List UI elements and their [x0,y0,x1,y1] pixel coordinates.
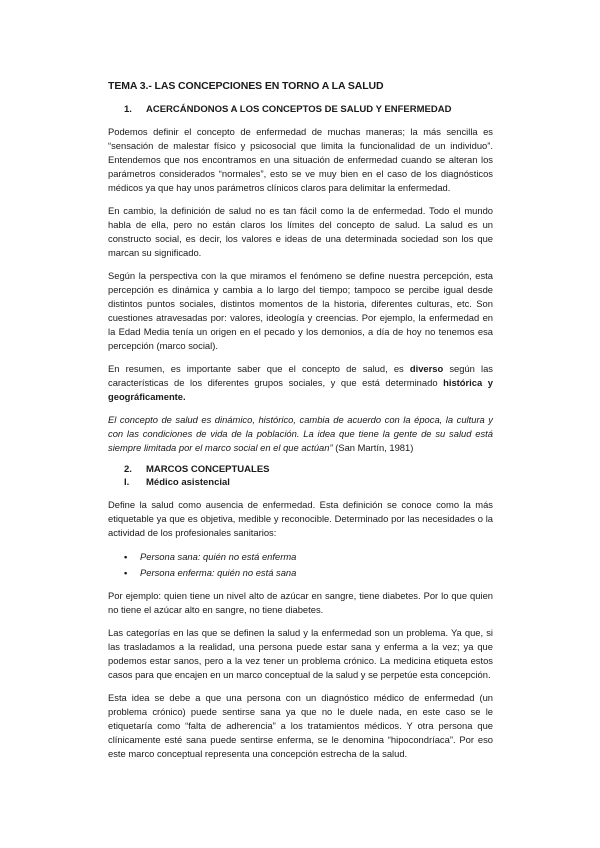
paragraph-definicion: Define la salud como ausencia de enfermedad. Esta definición se conoce como la más etiquetable ya que es objetiva, medible y reconocible. Determinado por las necesidades o la actividad de los profesionales sanitarios: [108,499,493,538]
quote-source: (San Martín, 1981) [332,442,414,453]
bold-run: histórica y geográficamente [108,377,493,402]
text-run: En resumen, es importante saber que el concepto de salud, es [108,363,410,374]
paragraph-enfermedad: Podemos definir el concepto de enfermedad de muchas maneras; la más sencilla es “sensación de malestar físico y psicosocial que limita la funcionalidad de un individuo”. Entendemos que nos encontramos en una situación de enfermedad cuando se alteran los parámetros considerados “normales”, esto se ve muy bien en el caso de los diagnósticos médicos ya que hay unos parámetros clínicos claros para delimitar la enfermedad. [108,126,493,193]
paragraph-idea: Esta idea se debe a que una persona con un diagnóstico médico de enfermedad (un problema crónico) puede sentirse sana ya que no le duele nada, en este caso se le etiquetaría como “falta de adherencia” a los tratamientos médicos. Y otra persona que clínicamente esté sana puede sentirse enferma, se le denomina “hipocondríaca”. Por eso este marco conceptual representa una concepción estrecha de la salud. [108,692,493,759]
bullet-list [108,549,493,581]
list-item: • Persona enferma: quién no está sana [140,565,493,581]
paragraph-resumen [108,362,493,404]
bold-run: diverso [409,363,444,374]
text-run: según las características de los diferentes grupos sociales, y que está determinado [108,363,493,388]
subsection-number: I. [124,477,130,488]
quote-paragraph [108,413,493,455]
section-heading-2 [108,464,493,475]
section-number: 1. [124,104,132,115]
list-item: • Persona sana: quién no está enferma [140,549,493,565]
paragraph-ejemplo: Por ejemplo: quien tiene un nivel alto de azúcar en sangre, tiene diabetes. Por lo que quien no tiene el azúcar alto en sangre, no tiene diabetes. [108,590,493,615]
quote-text: El concepto de salud es dinámico, histórico, cambia de acuerdo con la época, la cultura y con las condiciones de vida de la población. La idea que tiene la gente de su salud está siempre limitada por el marco social en el que actúan” [108,414,493,453]
document-page [108,80,493,770]
document-title: TEMA 3.- LAS CONCEPCIONES EN TORNO A LA SALUD [108,80,384,92]
paragraph-percepcion: Según la perspectiva con la que miramos el fenómeno se define nuestra percepción, esta percepción es dinámica y cambia a lo largo del tiempo; tampoco se percibe igual desde distintos puntos sociales, distintos momentos de la historia, diferentes culturas, etc. Son cuestiones atravesadas por: valores, ideología y creencias. Por ejemplo, la enfermedad en la Edad Media tenía un origen en el pecado y los demonios, a día de hoy no tenemos esa percepción (marco social). [108,270,493,351]
bold-run: . [183,391,186,402]
section-title: MARCOS CONCEPTUALES [146,464,270,475]
section-title: ACERCÁNDONOS A LOS CONCEPTOS DE SALUD Y ENFERMEDAD [146,104,452,115]
paragraph-salud: En cambio, la definición de salud no es tan fácil como la de enfermedad. Todo el mundo habla de ella, pero no están claros los límites del concepto de salud. La salud es un constructo social, es decir, los valores e ideas de una determinada sociedad son los que marcan su significado. [108,205,493,258]
section-heading-1 [108,104,493,115]
section-number: 2. [124,464,132,475]
subsection-title: Médico asistencial [146,477,230,488]
paragraph-categorias: Las categorías en las que se definen la salud y la enfermedad son un problema. Ya que, si las trasladamos a la realidad, una persona puede estar sana y enferma a la vez; ya que podemos estar sanos, pero a la vez tener un problema crónico. La medicina etiqueta estos casos para que encajen en un marco conceptual de la salud y se perpetúe esta concepción. [108,627,493,680]
subsection-heading [108,477,493,488]
